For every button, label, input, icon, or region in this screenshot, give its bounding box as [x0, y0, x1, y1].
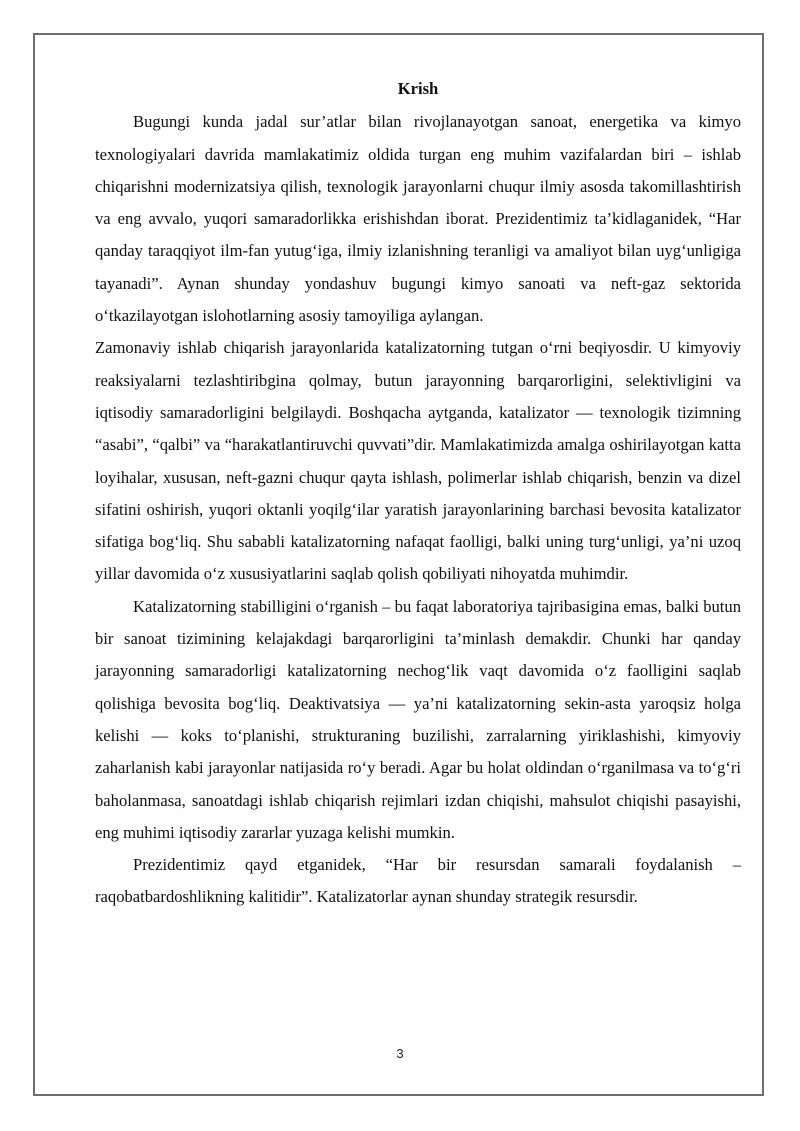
paragraph-3: Katalizatorning stabilligini o‘rganish – bu faqat laboratoriya tajribasigina emas, balki butun bir sanoat tizimining kelajakdagi barqarorligini ta’minlash demakdir. Chunki har qanday jarayonning samaradorligi katalizatorning nechog‘lik vaqt davomida o‘z faolligini saqlab qolishiga bevosita bog‘liq. Deaktivatsiya — ya’ni katalizatorning sekin-asta yaroqsiz holga kelishi — koks to‘planishi, strukturaning buzilishi, zarralarning yiriklashishi, kimyoviy zaharlanish kabi jarayonlar natijasida ro‘y beradi. Agar bu holat oldindan o‘rganilmasa va to‘g‘ri baholanmasa, sanoatdagi ishlab chiqarish rejimlari izdan chiqishi, mahsulot chiqishi pasayishi, eng muhimi iqtisodiy zararlar yuzaga kelishi mumkin. — [95, 596, 741, 842]
document-body — [95, 73, 741, 914]
paragraph-1: Bugungi kunda jadal sur’atlar bilan rivojlanayotgan sanoat, energetika va kimyo texnologiyalari davrida mamlakatimiz oldida turgan eng muhim vazifalardan biri – ishlab chiqarishni modernizatsiya qilish, texnologik jarayonlarni chuqur ilmiy asosda takomillashtirish va eng avvalo, yuqori samaradorlikka erishishdan iborat. Prezidentimiz ta’kidlaganidek, “Har qanday taraqqiyot ilm-fan yutug‘iga, ilmiy izlanishning teranligi va amaliyot bilan uyg‘unligiga tayanadi”. Aynan shunday yondashuv bugungi kimyo sanoati va neft-gaz sektorida o‘tkazilayotgan islohotlarning asosiy tamoyiliga aylangan. — [95, 112, 741, 326]
paragraph-4: Prezidentimiz qayd etganidek, “Har bir resursdan samarali foydalanish – raqobatbardoshlikning kalitidir”. Katalizatorlar aynan shunday strategik resursdir. — [95, 855, 741, 907]
page-number: 3 — [396, 1046, 404, 1061]
section-title: Krish — [397, 79, 439, 98]
paragraph-2: Zamonaviy ishlab chiqarish jarayonlarida katalizatorning tutgan o‘rni beqiyosdir. U kimyoviy reaksiyalarni tezlashtiribgina qolmay, butun jarayonning barqarorligini, selektivligini va iqtisodiy samaradorligini belgilaydi. Boshqacha aytganda, katalizator — texnologik tizimning “asabi”, “qalbi” va “harakatlantiruvchi quvvati”dir. Mamlakatimizda amalga oshirilayotgan katta loyihalar, xususan, neft-gazni chuqur qayta ishlash, polimerlar ishlab chiqarish, benzin va dizel sifatini oshirish, yuqori oktanli yoqilg‘ilar yaratish jarayonlarining barchasi bevosita katalizator sifatiga bog‘liq. Shu sababli katalizatorning nafaqat faolligi, balki uning turg‘unligi, ya’ni uzoq yillar davomida o‘z xususiyatlarini saqlab qolish qobiliyati nihoyatda muhimdir. — [95, 338, 741, 584]
